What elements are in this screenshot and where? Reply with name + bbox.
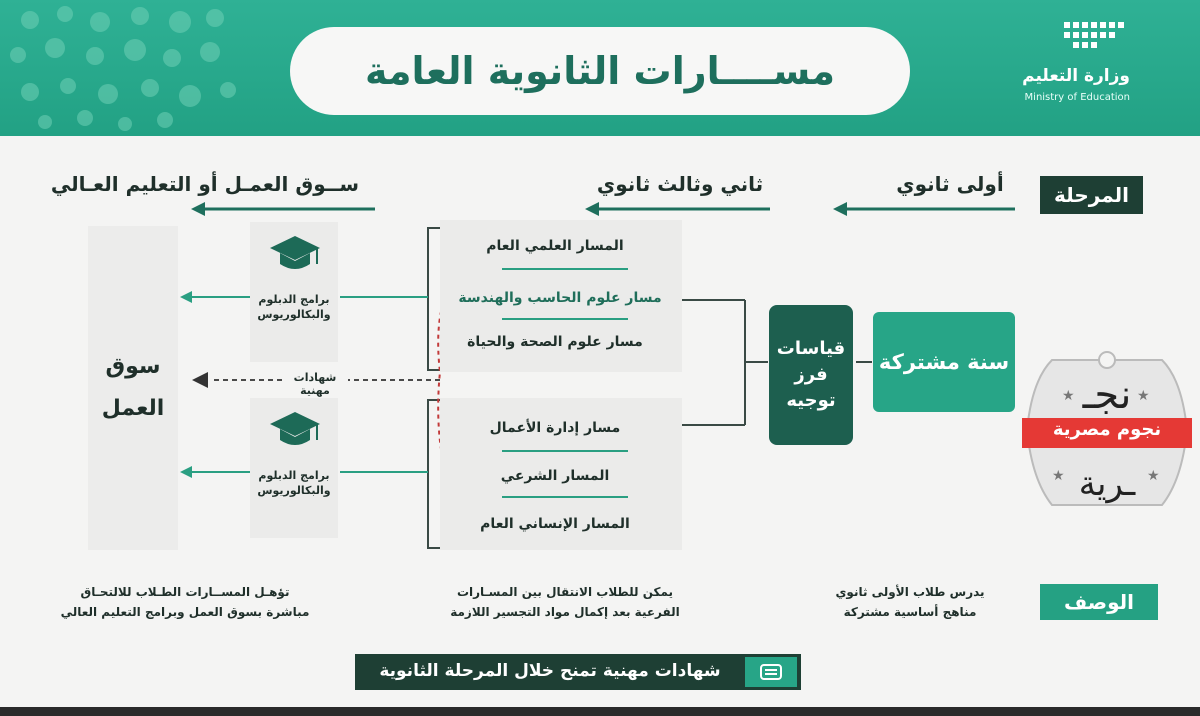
svg-text:ـرية: ـرية xyxy=(1078,464,1136,504)
stage-market: ســوق العمـل أو التعليم العـالي xyxy=(50,172,360,196)
watermark-text: نجوم مصرية xyxy=(1052,419,1162,440)
track-underline xyxy=(502,318,628,320)
programs-top-text xyxy=(250,292,338,322)
description-first-line-2: مناهج أساسية مشتركة xyxy=(843,605,977,619)
description-second-line-2: الفرعية بعد إكمال مواد التجسير اللازمة xyxy=(450,605,680,619)
track-underline xyxy=(502,268,628,270)
bottom-strip xyxy=(0,707,1200,716)
labor-market-line-1: سوق xyxy=(105,354,161,379)
description-second-line-1: يمكن للطلاب الانتقال بين المسـارات xyxy=(456,585,674,599)
description-label: الوصف xyxy=(1040,584,1158,620)
track-item: المسار العلمي العام xyxy=(486,238,624,254)
measures-line-1: قياسات xyxy=(776,338,846,359)
track-item: مسار إدارة الأعمال xyxy=(489,420,621,436)
programs-bottom-line-1: برامج الدبلوم xyxy=(258,469,330,482)
programs-bottom-line-2: والبكالوريوس xyxy=(257,484,331,497)
svg-text:نجـ: نجـ xyxy=(1082,372,1132,418)
svg-text:★: ★ xyxy=(1062,388,1075,404)
svg-text:★: ★ xyxy=(1137,388,1150,404)
graduation-cap-icon xyxy=(268,410,322,450)
vocational-certs-label: شهادات مهنية xyxy=(282,371,348,397)
labor-market-line-2: العمل xyxy=(101,396,165,421)
measures-line-2: فرز xyxy=(794,364,828,385)
description-second xyxy=(415,582,715,622)
programs-top-line-2: والبكالوريوس xyxy=(257,308,331,321)
page-title: مســــارات الثانوية العامة xyxy=(364,49,836,93)
stage-second-third: ثاني وثالث ثانوي xyxy=(596,172,764,196)
certificate-icon xyxy=(745,657,797,687)
svg-text:★: ★ xyxy=(1147,468,1160,484)
measures-box xyxy=(769,305,853,445)
track-item: مسار علوم الصحة والحياة xyxy=(467,334,643,350)
ministry-name-en: Ministry of Education xyxy=(1024,92,1130,103)
track-item: المسار الإنساني العام xyxy=(480,516,630,532)
labor-market-text xyxy=(88,346,178,430)
description-third xyxy=(40,582,330,622)
footer-note-text: شهادات مهنية تمنح خلال المرحلة الثانوية xyxy=(379,661,721,681)
description-third-line-2: مباشرة بسوق العمل وبرامج التعليم العالي xyxy=(60,605,310,619)
graduation-cap-icon xyxy=(268,234,322,274)
programs-top-line-1: برامج الدبلوم xyxy=(258,293,330,306)
track-item: مسار علوم الحاسب والهندسة xyxy=(458,290,662,306)
stage-first: أولى ثانوي xyxy=(896,172,1004,196)
description-first xyxy=(800,582,1020,622)
stage-label: المرحلة xyxy=(1040,176,1143,214)
track-underline xyxy=(502,496,628,498)
description-third-line-1: تؤهـل المســارات الطـلاب للالتحـاق xyxy=(80,585,290,599)
programs-bottom-text xyxy=(250,468,338,498)
track-underline xyxy=(502,450,628,452)
measures-line-3: توجيه xyxy=(786,390,836,411)
description-first-line-1: يدرس طلاب الأولى ثانوي xyxy=(835,585,985,599)
common-year-box: سنة مشتركة xyxy=(873,312,1015,412)
track-item: المسار الشرعي xyxy=(500,468,610,484)
ministry-name-ar: وزارة التعليم xyxy=(1022,66,1130,86)
svg-text:★: ★ xyxy=(1052,468,1065,484)
